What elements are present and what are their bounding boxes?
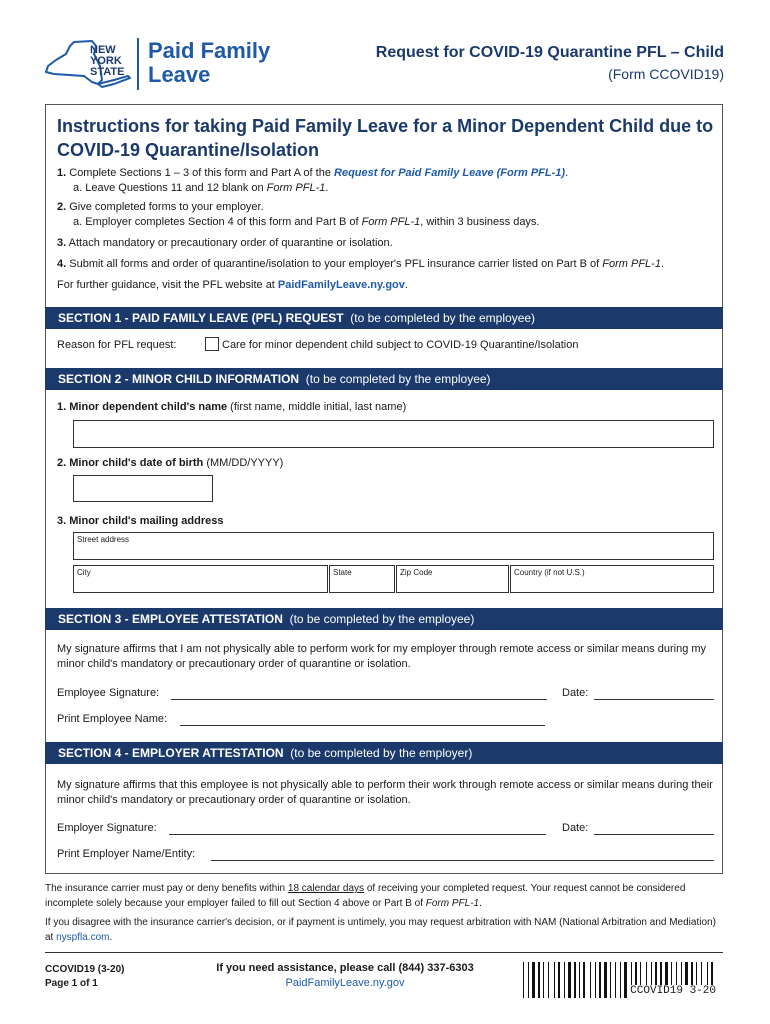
section-1-note: (to be completed by the employee) — [350, 311, 536, 325]
step-2-number: 2. — [57, 201, 67, 213]
covid-quarantine-checkbox[interactable] — [205, 337, 219, 351]
q1-hint: (first name, middle initial, last name) — [230, 401, 407, 413]
notice1-a: The insurance carrier must pay or deny benefits within — [45, 883, 288, 894]
notice1-underlined: 18 calendar days — [287, 883, 365, 894]
state-label: State — [333, 568, 352, 577]
zip-input[interactable] — [396, 565, 509, 593]
q3-number: 3. — [57, 515, 67, 527]
section-4-title: SECTION 4 - EMPLOYER ATTESTATION — [58, 746, 284, 760]
step-2a-end: , within 3 business days. — [420, 216, 540, 228]
step-4: 4. Submit all forms and order of quarantine/isolation to your employer's PFL insurance carrier listed on Part B of Form PFL-1. — [57, 258, 665, 270]
q3-text: Minor child's mailing address — [69, 515, 224, 527]
q3-label — [57, 515, 223, 527]
section-2-header — [45, 368, 723, 390]
step-3-text: Attach mandatory or precautionary order of quarantine or isolation. — [68, 237, 393, 249]
child-dob-input[interactable] — [73, 475, 213, 502]
nyspfla-link[interactable]: nyspfla.com — [56, 932, 110, 943]
notice2-text: If you disagree with the insurance carrier's decision, or if payment is untimely, you may request arbitration with NAM (National Arbitration and Mediation) at — [45, 917, 716, 943]
form-code: CCOVID19 (3-20) — [45, 964, 125, 975]
form-id: (Form CCOVID19) — [608, 66, 724, 82]
section-3-title: SECTION 3 - EMPLOYEE ATTESTATION — [58, 612, 283, 626]
footer-divider — [45, 952, 723, 953]
employer-signature-line[interactable] — [169, 822, 546, 835]
logo-state: STATE — [90, 66, 125, 78]
employer-attestation-text: My signature affirms that this employee is not physically able to perform their work through remote access or similar means during their minor child's mandatory or precautionary order of quarantine or isolation. — [57, 779, 713, 806]
brand-line2: Leave — [148, 62, 211, 87]
employer-name-label: Print Employer Name/Entity: — [57, 848, 196, 860]
guidance-text: For further guidance, visit the PFL website at — [57, 279, 278, 291]
employer-date-line[interactable] — [594, 822, 714, 835]
step-4-number: 4. — [57, 258, 67, 270]
child-name-input[interactable] — [73, 420, 714, 448]
footer-code-block — [45, 963, 124, 991]
employee-attestation-text: My signature affirms that I am not physically able to perform work for my employer through remote access or similar means during my minor child's mandatory or precautionary order of quarantine or isolation. — [57, 643, 707, 670]
logo-divider — [137, 38, 139, 90]
assistance-link[interactable]: PaidFamilyLeave.ny.gov — [285, 977, 405, 989]
employee-name-line[interactable] — [180, 713, 545, 726]
notice1-end: . — [479, 898, 482, 909]
logo-new: NEW — [90, 44, 116, 56]
step-1: 1. Complete Sections 1 – 3 of this form and Part A of the Request for Paid Family Leave (Form PFL-1). a. Leave Questions 11 and 12 blank on Form PFL-1. — [57, 167, 569, 194]
country-label: Country (if not U.S.) — [514, 568, 585, 577]
employee-signature-line[interactable] — [171, 687, 547, 700]
city-input[interactable] — [73, 565, 328, 593]
logo-york: YORK — [90, 55, 122, 67]
form-title: Request for COVID-19 Quarantine PFL – Child — [375, 44, 724, 61]
q2-hint: (MM/DD/YYYY) — [206, 457, 284, 469]
step-1a-form: Form PFL-1 — [266, 182, 326, 194]
section-2-note: (to be completed by the employee) — [305, 372, 491, 386]
step-1a-text: a. Leave Questions 11 and 12 blank on — [73, 182, 267, 194]
step-2 — [57, 200, 727, 230]
section-3-note: (to be completed by the employee) — [289, 612, 475, 626]
notice1-b: of receiving your completed request. Your request cannot be considered incomplete solely because your employer failed to fill out Section 4 above or Part B of — [45, 883, 686, 909]
street-label: Street address — [77, 535, 130, 544]
step-4-text: Submit all forms and order of quarantine/isolation to your employer's PFL insurance carrier listed on Part B of — [69, 258, 603, 270]
step-2a-text: a. Employer completes Section 4 of this form and Part B of — [73, 216, 362, 228]
pfl-website-link[interactable]: PaidFamilyLeave.ny.gov — [277, 279, 405, 291]
section-1-title: SECTION 1 - PAID FAMILY LEAVE (PFL) REQUEST — [58, 311, 344, 325]
instructions-heading: Instructions for taking Paid Family Leave for a Minor Dependent Child due to COVID-19 Quarantine/Isolation — [57, 116, 714, 160]
page-number: Page 1 of 1 — [45, 978, 98, 989]
employer-date-label: Date: — [562, 822, 589, 834]
assistance-block — [190, 961, 500, 991]
barcode-text: CCOVID19 3-20 — [627, 985, 719, 998]
checkbox-label: Care for minor dependent child subject to COVID-19 Quarantine/Isolation — [222, 339, 579, 351]
employee-signature-label: Employee Signature: — [57, 687, 160, 699]
q1-text: Minor dependent child's name — [69, 401, 228, 413]
notice2-end: . — [109, 932, 113, 943]
brand-line1: Paid Family — [148, 38, 271, 63]
footer-notice-1 — [45, 881, 723, 911]
employee-name-label: Print Employee Name: — [57, 713, 168, 725]
notice1-form: Form PFL-1 — [425, 898, 480, 909]
footer-notice-2 — [45, 915, 723, 945]
section-3-header — [45, 608, 723, 630]
employee-date-line[interactable] — [594, 687, 714, 700]
section-4-header — [45, 742, 723, 764]
q2-label — [57, 457, 283, 469]
q1-number: 1. — [57, 401, 67, 413]
employee-date-label: Date: — [562, 687, 589, 699]
guidance: For further guidance, visit the PFL website at PaidFamilyLeave.ny.gov. — [57, 279, 408, 291]
step-4-form: Form PFL-1 — [602, 258, 661, 270]
employer-name-line[interactable] — [211, 848, 714, 861]
section-4-note: (to be completed by the employer) — [290, 746, 473, 760]
zip-label: Zip Code — [400, 568, 433, 577]
barcode — [521, 962, 721, 998]
step-3-number: 3. — [57, 237, 67, 249]
q2-number: 2. — [57, 457, 67, 469]
step-2a-form: Form PFL-1 — [361, 216, 421, 228]
step-1-number: 1. — [57, 167, 67, 179]
pfl1-link[interactable]: Request for Paid Family Leave (Form PFL-1) — [334, 167, 566, 179]
reason-label: Reason for PFL request: — [57, 339, 177, 351]
step-1-text: Complete Sections 1 – 3 of this form and Part A of the — [69, 167, 335, 179]
city-label: City — [77, 568, 91, 577]
section-1-header — [45, 307, 723, 329]
step-1-end: . — [565, 167, 569, 179]
country-input[interactable] — [510, 565, 714, 593]
street-address-input[interactable] — [73, 532, 714, 560]
q2-text: Minor child's date of birth — [69, 457, 204, 469]
employer-signature-label: Employer Signature: — [57, 822, 157, 834]
q1-label — [57, 401, 406, 413]
logo — [44, 40, 136, 92]
assistance-phone: If you need assistance, please call (844) 337-6303 — [216, 962, 474, 974]
section-2-title: SECTION 2 - MINOR CHILD INFORMATION — [58, 372, 300, 386]
step-2-text: Give completed forms to your employer. — [69, 201, 264, 213]
step-3 — [57, 236, 727, 251]
state-input[interactable] — [329, 565, 395, 593]
